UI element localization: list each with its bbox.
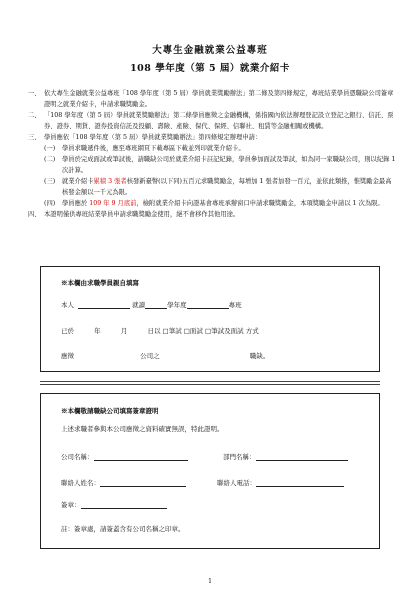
student-section <box>40 266 380 372</box>
sub-rule-4 <box>28 198 396 209</box>
class-label: 專班 <box>228 301 242 309</box>
year-label: 學年度 <box>167 301 187 309</box>
apply-label: 應徵 <box>61 352 74 360</box>
department-line <box>223 452 348 461</box>
application-line <box>61 351 269 360</box>
rule-number: 三、 <box>28 134 41 141</box>
signature-note: 註：簽章處，請簽蓋含有公司名稱之印章。 <box>61 525 185 533</box>
rule-3 <box>28 132 396 143</box>
rule-text: 本證明僅供專班結業學員申請求職獎勵金使用，絕不會移作其他用途。 <box>44 211 240 218</box>
rule-2 <box>28 110 396 132</box>
interview-date-line <box>61 326 259 335</box>
rule-text: 「108 學年度（第 5 屆）學員就業獎勵辦法」第二條學員應徵之金融機構，係指國內依法辦理登記設立登記之銀行、信託、票券、證券、期貨、證券投資信託及投顧、壽險、產險、保代、保經、信聯社、租賃等金融相關或機構。 <box>44 112 394 130</box>
contact-phone-field[interactable] <box>256 478 344 487</box>
sub-rule-text: 學員求職遞件後，應至專班網頁下載專區下載並列印就業介紹卡。 <box>62 145 245 152</box>
both-checkbox[interactable]: □筆試及面試 方式 <box>205 327 259 335</box>
contact-phone-label: 聯絡人電話： <box>217 479 256 487</box>
academic-year-field[interactable] <box>145 300 167 309</box>
highlight-text: 累積 3 張者 <box>93 178 127 185</box>
separator-line <box>40 381 380 382</box>
contact-name-line <box>61 478 186 487</box>
sub-rule-number: (四) <box>44 200 56 207</box>
company-section-title: ※本欄敬請職缺公司填寫簽章證明 <box>61 407 159 415</box>
sub-rule-3 <box>28 176 396 198</box>
year-unit: 年 <box>94 327 101 335</box>
signature-label: 簽章： <box>61 501 81 509</box>
rule-text: 學員應依「108 學年度（第 5 屆）學員就業獎勵辦法」第四條規定辦理申請： <box>44 134 262 141</box>
page-number: 1 <box>208 578 212 585</box>
deadline-text: 109 年 9 月底前 <box>89 200 137 207</box>
signature-field[interactable] <box>81 500 167 509</box>
document-title: 大專生金融就業公益專班 <box>152 45 268 56</box>
student-name-line <box>61 300 242 309</box>
separator-line <box>40 384 380 385</box>
signature-line <box>61 500 167 509</box>
company-name-line <box>61 452 188 461</box>
sub-rule-2 <box>28 154 396 176</box>
student-section-title: ※本欄由求職學員親自填寫 <box>61 279 139 287</box>
sub-rule-text-post: 核發新臺幣(以下同)五百元求職獎勵金，每增加 1 張者加發一百元，並依此類推，惟獎勵金最高核發金額以一千元為限。 <box>62 178 392 196</box>
document-subtitle: 108 學年度（第 5 屆）就業介紹卡 <box>130 63 290 74</box>
written-test-checkbox[interactable]: □筆試 <box>162 327 182 335</box>
interview-checkbox[interactable]: □面試 <box>183 327 203 335</box>
department-label: 部門名稱： <box>223 453 256 461</box>
contact-phone-line <box>217 478 344 487</box>
sub-rule-text-pre: 學員應於 <box>62 200 90 207</box>
company-section <box>40 393 380 549</box>
class-field[interactable] <box>187 300 229 309</box>
sub-rule-text: 學員於完成面試或筆試後，請職缺公司於就業介紹卡註記紀錄，學員參加面試及筆試，如為同一家職缺公司，則以紀錄 1 次計算。 <box>62 156 396 174</box>
sub-rule-text-post: ，檢附就業介紹卡向證基會專班承辦窗口申請求職獎勵金，本項獎勵金申請以 1 次為限。 <box>136 200 384 207</box>
study-label: 就讀 <box>132 301 146 309</box>
day-unit: 日以 <box>147 327 161 335</box>
month-unit: 月 <box>120 327 128 335</box>
sub-rule-number: (一) <box>44 145 56 152</box>
company-name-label: 公司名稱： <box>61 453 94 461</box>
rule-1 <box>28 88 396 110</box>
sub-rule-number: (三) <box>44 178 56 185</box>
department-field[interactable] <box>256 452 348 461</box>
name-label: 本人 <box>61 301 74 309</box>
rule-4 <box>28 209 396 220</box>
rule-number: 二、 <box>28 112 41 119</box>
contact-name-field[interactable] <box>100 478 186 487</box>
rule-number: 一、 <box>28 90 41 97</box>
company-label: 公司之 <box>140 352 160 360</box>
company-name-field[interactable] <box>94 452 188 461</box>
rules-section <box>28 88 396 220</box>
student-name-field[interactable] <box>78 300 130 309</box>
rule-number: 四、 <box>28 211 41 218</box>
rule-text: 依大專生金融就業公益專班「108 學年度（第 5 屆）學員就業獎勵辦法」第二條及第四條規定，專班結業學員憑職缺公司簽章證明之就業介紹卡，申請求職獎勵金。 <box>44 90 394 108</box>
contact-name-label: 聯絡人姓名： <box>61 479 100 487</box>
already-label: 已於 <box>61 327 74 335</box>
sub-rule-text-pre: 就業介紹卡 <box>62 178 94 185</box>
certification-statement: 上述求職者參與本公司應徵之資料確實無誤，特此證明。 <box>61 425 224 433</box>
sub-rule-number: (二) <box>44 156 56 163</box>
position-label: 職缺。 <box>249 352 270 360</box>
sub-rule-1 <box>28 143 396 154</box>
